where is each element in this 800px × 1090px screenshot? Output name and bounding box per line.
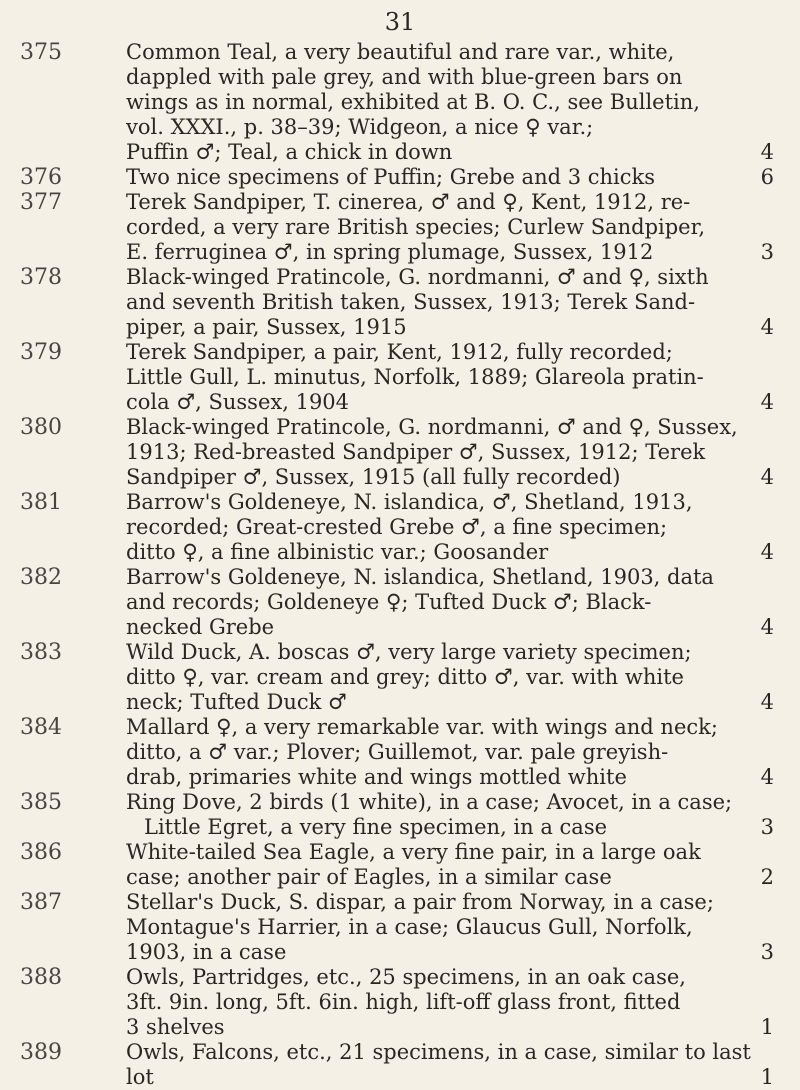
lot-description-line	[126, 765, 774, 790]
lot-description-text: Owls, Partridges, etc., 25 specimens, in an oak case,	[126, 965, 686, 989]
lot-entry	[0, 265, 800, 340]
lot-list	[0, 40, 800, 1090]
lot-number: 388	[20, 965, 62, 990]
lot-price: 4	[760, 390, 774, 414]
lot-description-text: Puffin ♂; Teal, a chick in down	[126, 140, 453, 164]
lot-description-text: ditto, a ♂ var.; Plover; Guillemot, var. pale greyish-	[126, 740, 669, 764]
lot-number: 380	[20, 415, 62, 440]
lot-entry	[0, 415, 800, 490]
lot-entry	[0, 790, 800, 840]
lot-number: 382	[20, 565, 62, 590]
lot-description-text: Common Teal, a very beautiful and rare var., white,	[126, 40, 675, 64]
lot-description-line	[126, 1065, 774, 1090]
lot-number: 375	[20, 40, 62, 65]
lot-description-text: recorded; Great-crested Grebe ♂, a fine specimen;	[126, 515, 668, 539]
lot-description-text: E. ferruginea ♂, in spring plumage, Sussex, 1912	[126, 240, 654, 264]
lot-description-line	[126, 865, 774, 890]
lot-number: 389	[20, 1040, 62, 1065]
lot-description-line	[126, 490, 774, 515]
lot-description-line	[126, 740, 774, 765]
lot-description-text: and seventh British taken, Sussex, 1913; Terek Sand-	[126, 290, 696, 314]
lot-entry	[0, 890, 800, 965]
lot-description-line	[126, 40, 774, 65]
lot-description-text: Stellar's Duck, S. dispar, a pair from Norway, in a case;	[126, 890, 714, 914]
lot-number: 378	[20, 265, 62, 290]
lot-entry	[0, 490, 800, 565]
lot-description-text: piper, a pair, Sussex, 1915	[126, 315, 407, 339]
lot-price: 3	[760, 240, 774, 264]
lot-entry	[0, 965, 800, 1040]
lot-description-text: wings as in normal, exhibited at B. O. C., see Bulletin,	[126, 90, 700, 114]
lot-description-line	[126, 565, 774, 590]
lot-description-line	[126, 215, 774, 240]
lot-description-text: dappled with pale grey, and with blue-green bars on	[126, 65, 683, 89]
lot-description-line	[126, 1040, 774, 1065]
lot-description-line	[126, 840, 774, 865]
lot-description-line	[126, 465, 774, 490]
lot-description-text: ditto ♀, a fine albinistic var.; Goosander	[126, 540, 549, 564]
lot-description-text: Owls, Falcons, etc., 21 specimens, in a case, similar to last	[126, 1040, 751, 1064]
lot-description-line	[126, 515, 774, 540]
lot-number: 376	[20, 165, 62, 190]
lot-description-text: Black-winged Pratincole, G. nordmanni, ♂ and ♀, Sussex,	[126, 415, 738, 439]
lot-entry	[0, 340, 800, 415]
lot-description-line	[126, 615, 774, 640]
page-number: 31	[384, 8, 416, 36]
lot-description-line	[126, 415, 774, 440]
lot-number: 377	[20, 190, 62, 215]
lot-description-text: 1903, in a case	[126, 940, 287, 964]
lot-number: 386	[20, 840, 62, 865]
lot-description-text: Little Egret, a very fine specimen, in a case	[144, 815, 608, 839]
lot-price: 4	[760, 765, 774, 789]
lot-price: 2	[760, 865, 774, 889]
lot-description-text: necked Grebe	[126, 615, 275, 639]
lot-price: 1	[760, 1065, 774, 1089]
lot-number: 383	[20, 640, 62, 665]
lot-description-text: Montague's Harrier, in a case; Glaucus Gull, Norfolk,	[126, 915, 693, 939]
lot-entry	[0, 40, 800, 165]
lot-price: 4	[760, 140, 774, 164]
lot-description-line	[126, 540, 774, 565]
lot-description-line	[126, 965, 774, 990]
lot-description-line	[126, 340, 774, 365]
lot-price: 3	[760, 815, 774, 839]
lot-price: 4	[760, 690, 774, 714]
lot-description-text: Two nice specimens of Puffin; Grebe and 3 chicks	[126, 165, 656, 189]
lot-number: 385	[20, 790, 62, 815]
lot-description-line	[126, 165, 774, 190]
lot-description-line	[126, 790, 774, 815]
lot-description-line	[126, 240, 774, 265]
lot-description-line	[126, 190, 774, 215]
lot-description-line	[126, 640, 774, 665]
lot-description-line	[126, 365, 774, 390]
lot-entry	[0, 640, 800, 715]
lot-description-line	[126, 65, 774, 90]
lot-description-text: corded, a very rare British species; Curlew Sandpiper,	[126, 215, 706, 239]
lot-description-text: Barrow's Goldeneye, N. islandica, ♂, Shetland, 1913,	[126, 490, 693, 514]
lot-description-text: case; another pair of Eagles, in a similar case	[126, 865, 612, 889]
lot-description-line	[126, 90, 774, 115]
lot-entry	[0, 190, 800, 265]
lot-description-line	[126, 940, 774, 965]
lot-description-text: Ring Dove, 2 birds (1 white), in a case; Avocet, in a case;	[126, 790, 733, 814]
lot-entry	[0, 840, 800, 890]
lot-description-text: neck; Tufted Duck ♂	[126, 690, 347, 714]
lot-description-line	[126, 265, 774, 290]
lot-description-line	[126, 440, 774, 465]
lot-description-line	[126, 315, 774, 340]
lot-description-text: 3ft. 9in. long, 5ft. 6in. high, lift-off glass front, fitted	[126, 990, 681, 1014]
lot-description-text: 3 shelves	[126, 1015, 225, 1039]
lot-description-text: and records; Goldeneye ♀; Tufted Duck ♂; Black-	[126, 590, 652, 614]
lot-price: 4	[760, 315, 774, 339]
lot-description-text: cola ♂, Sussex, 1904	[126, 390, 350, 414]
lot-description-text: drab, primaries white and wings mottled white	[126, 765, 627, 789]
lot-description-text: Barrow's Goldeneye, N. islandica, Shetland, 1903, data	[126, 565, 714, 589]
lot-description-line	[126, 140, 774, 165]
lot-description-text: Terek Sandpiper, T. cinerea, ♂ and ♀, Kent, 1912, re-	[126, 190, 691, 214]
lot-price: 3	[760, 940, 774, 964]
lot-description-line	[126, 915, 774, 940]
lot-description-line	[126, 990, 774, 1015]
lot-description-line	[126, 390, 774, 415]
lot-price: 4	[760, 465, 774, 489]
lot-description-text: Mallard ♀, a very remarkable var. with wings and neck;	[126, 715, 718, 739]
lot-description-text: 1913; Red-breasted Sandpiper ♂, Sussex, 1912; Terek	[126, 440, 706, 464]
lot-description-text: Little Gull, L. minutus, Norfolk, 1889; Glareola pratin-	[126, 365, 704, 389]
lot-description-line	[126, 715, 774, 740]
lot-entry	[0, 1040, 800, 1090]
lot-description-text: vol. XXXI., p. 38–39; Widgeon, a nice ♀ var.;	[126, 115, 594, 139]
lot-entry	[0, 565, 800, 640]
lot-description-line	[126, 890, 774, 915]
lot-description-text: Terek Sandpiper, a pair, Kent, 1912, fully recorded;	[126, 340, 673, 364]
lot-price: 6	[760, 165, 774, 189]
lot-number: 387	[20, 890, 62, 915]
lot-price: 1	[760, 1015, 774, 1039]
lot-description-line	[126, 290, 774, 315]
lot-description-line	[126, 1015, 774, 1040]
lot-description-text: Black-winged Pratincole, G. nordmanni, ♂ and ♀, sixth	[126, 265, 709, 289]
lot-description-text: lot	[126, 1065, 154, 1089]
lot-description-line	[126, 590, 774, 615]
lot-price: 4	[760, 615, 774, 639]
lot-description-text: Sandpiper ♂, Sussex, 1915 (all fully recorded)	[126, 465, 621, 489]
lot-entry	[0, 165, 800, 190]
lot-number: 379	[20, 340, 62, 365]
lot-entry	[0, 715, 800, 790]
lot-description-text: White-tailed Sea Eagle, a very fine pair, in a large oak	[126, 840, 701, 864]
lot-number: 381	[20, 490, 62, 515]
lot-number: 384	[20, 715, 62, 740]
lot-description-line	[126, 665, 774, 690]
lot-description-line	[126, 815, 774, 840]
lot-description-text: Wild Duck, A. boscas ♂, very large variety specimen;	[126, 640, 692, 664]
lot-description-line	[126, 115, 774, 140]
lot-description-line	[126, 690, 774, 715]
lot-description-text: ditto ♀, var. cream and grey; ditto ♂, var. with white	[126, 665, 684, 689]
lot-price: 4	[760, 540, 774, 564]
